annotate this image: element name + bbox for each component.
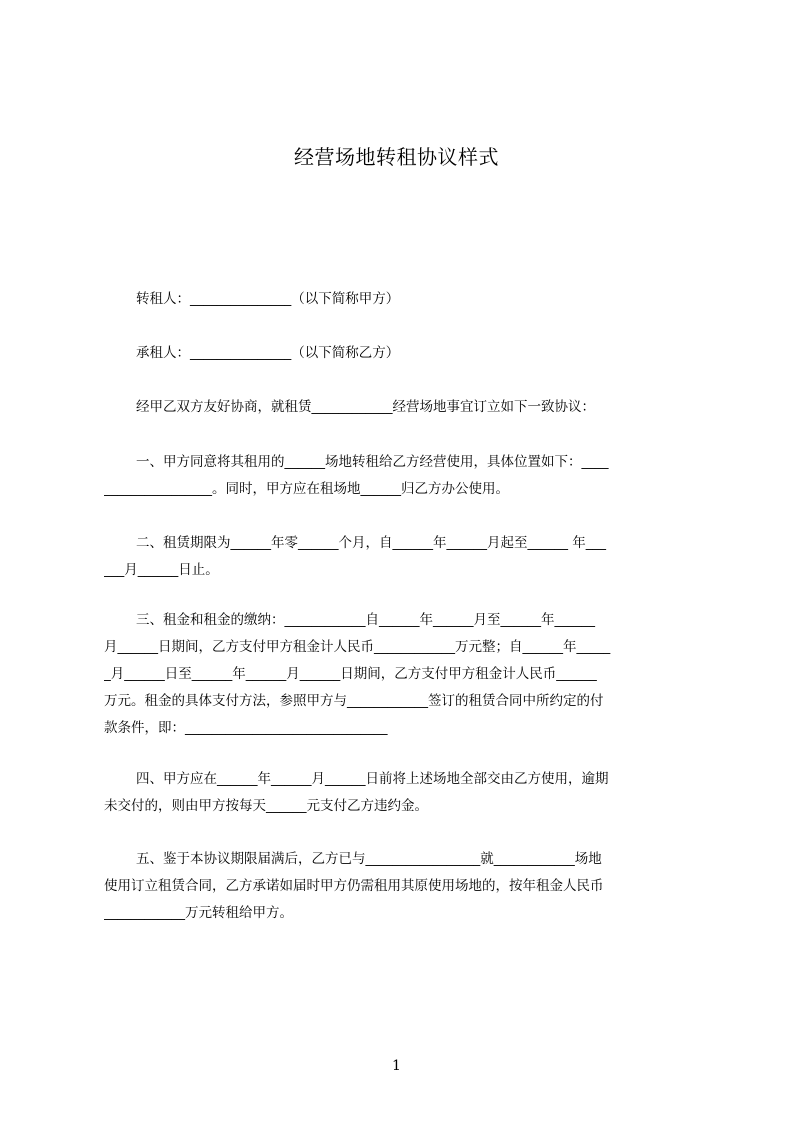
page-number: 1: [392, 1058, 401, 1074]
paragraph-line: 款条件，即：______________________________: [104, 720, 388, 736]
paragraph-line: ___月______日止。: [104, 562, 219, 578]
paragraph-lessee: [104, 340, 700, 367]
paragraph-line: 经甲乙双方友好协商，就租赁____________经营场地事宜订立如下一致协议：: [136, 399, 595, 415]
clause-1: [104, 449, 700, 503]
paragraph-line: 转租人：_______________（以下简称甲方）: [136, 291, 400, 307]
paragraph-line: ________________。同时，甲方应在租场地______归乙方办公使用。: [104, 481, 509, 497]
paragraph-line: 未交付的，则由甲方按每天______元支付乙方违约金。: [104, 798, 428, 814]
clause-3: [104, 607, 700, 742]
paragraph-line: 五、鉴于本协议期限届满后，乙方已与_________________就____________场地: [136, 851, 602, 867]
paragraph-line: 承租人：_______________（以下简称乙方）: [136, 345, 400, 361]
clause-4: [104, 766, 700, 820]
paragraph-line: ____________万元转租给甲方。: [104, 905, 293, 921]
clause-5: [104, 846, 700, 927]
paragraph-line: 使用订立租赁合同，乙方承诺如届时甲方仍需租用其原使用场地的，按年租金人民币: [104, 878, 604, 894]
paragraph-line: 二、租赁期限为______年零______个月，自______年______月起至______ 年___: [136, 535, 607, 551]
paragraph-line: _月______日至______年______月______日期间，乙方支付甲方租金计人民币______: [104, 666, 597, 682]
paragraph-preamble: [104, 394, 700, 421]
paragraph-line: 三、租金和租金的缴纳：____________自______年______月至______年______: [136, 612, 595, 628]
clause-2: [104, 530, 700, 584]
paragraph-line: 一、甲方同意将其租用的______场地转租给乙方经营使用，具体位置如下：____: [136, 454, 609, 470]
paragraph-line: 月______日期间，乙方支付甲方租金计人民币____________万元整；自______年_____: [104, 639, 611, 655]
paragraph-line: 万元。租金的具体支付方法，参照甲方与____________签订的租赁合同中所约定的付: [104, 693, 604, 709]
paragraph-line: 四、甲方应在______年______月______日前将上述场地全部交由乙方使用，逾期: [136, 771, 609, 787]
document-title: 经营场地转租协议样式: [294, 145, 499, 169]
paragraph-sublessor: [104, 286, 700, 313]
